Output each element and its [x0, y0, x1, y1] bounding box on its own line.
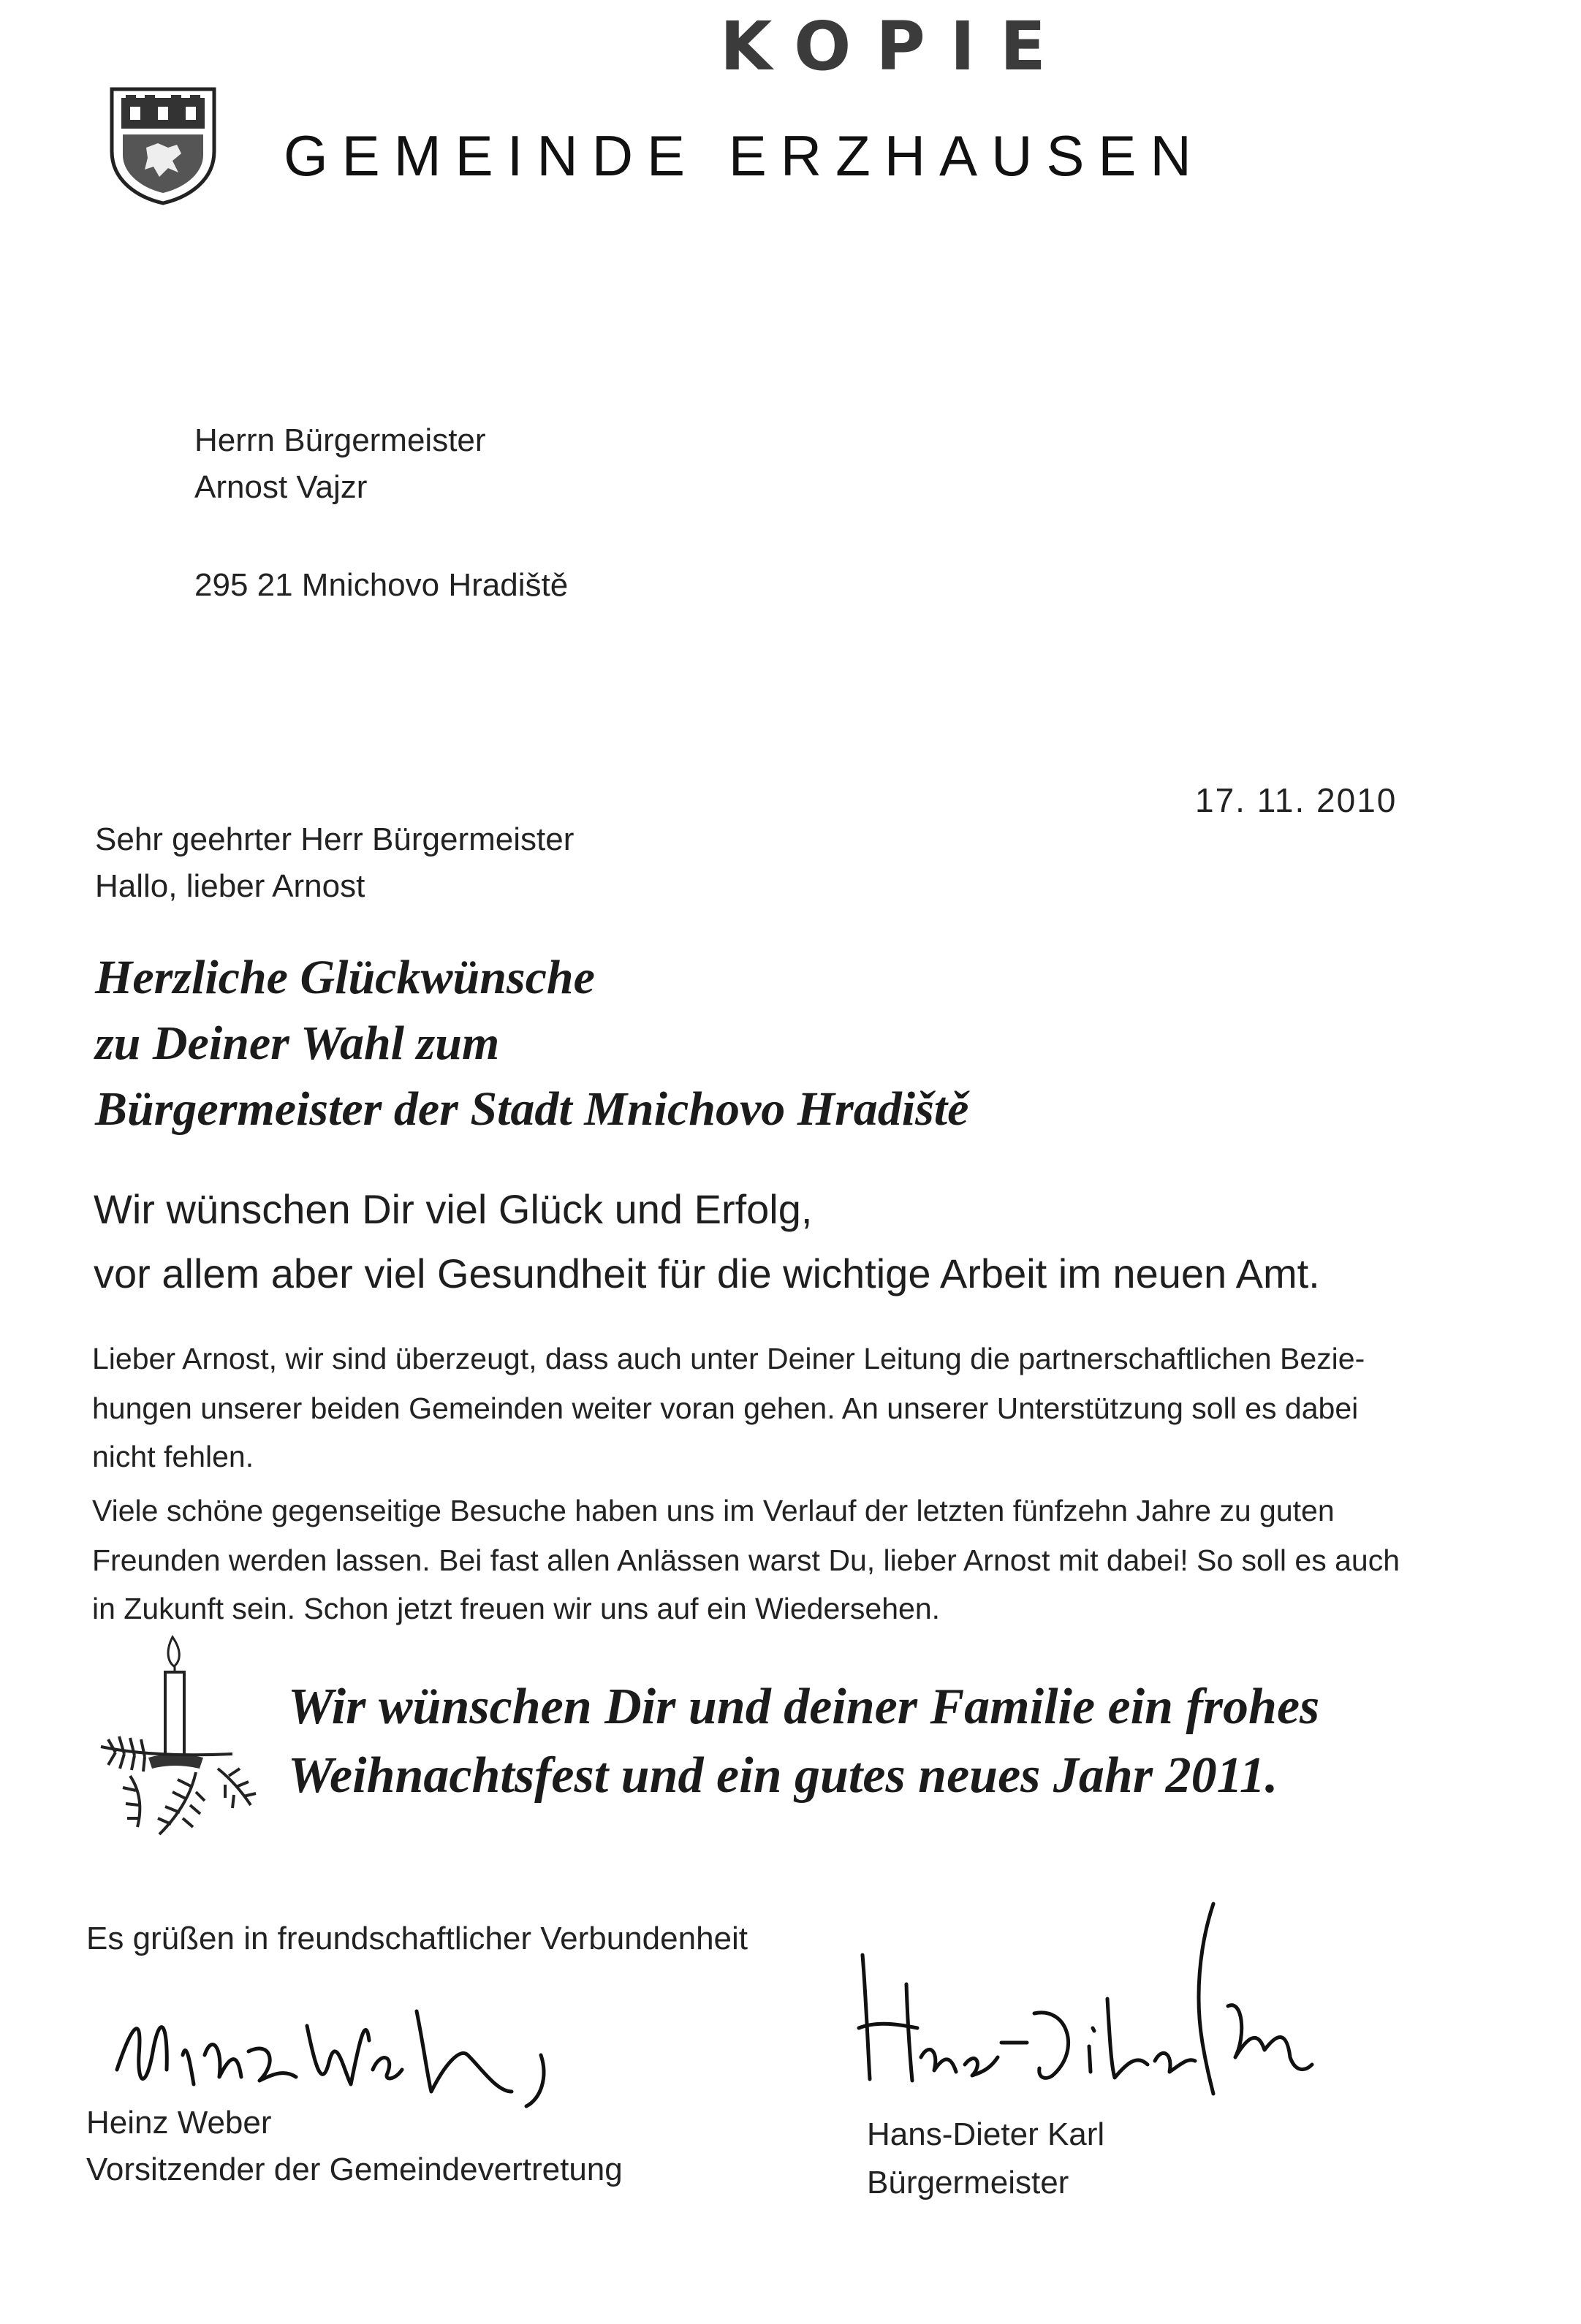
signatory-1-name: Heinz Weber [86, 2105, 272, 2141]
christmas-candle-icon [86, 1630, 262, 1849]
salutation-line-2: Hallo, lieber Arnost [95, 868, 365, 904]
closing-line: Es grüßen in freundschaftlicher Verbundenheit [86, 1921, 748, 1956]
signature-heinz-weber [102, 1982, 570, 2114]
recipient-line-1: Herrn Bürgermeister [194, 422, 486, 458]
headline-line-1: Herzliche Glückwünsche [95, 951, 595, 1004]
recipient-line-2: Arnost Vajzr [194, 469, 368, 505]
coat-of-arms-icon [101, 82, 225, 206]
signatory-2-title: Bürgermeister [867, 2165, 1069, 2200]
body-line-6: in Zukunft sein. Schon jetzt freuen wir uns auf ein Wiedersehen. [92, 1592, 941, 1625]
body-line-2: hungen unserer beiden Gemeinden weiter voran gehen. An unserer Unterstützung soll es dabei [92, 1391, 1359, 1425]
body-line-3: nicht fehlen. [92, 1440, 254, 1473]
headline-line-2: zu Deiner Wahl zum [95, 1017, 500, 1070]
copy-stamp: KOPIE [720, 7, 1071, 86]
body-line-4: Viele schöne gegenseitige Besuche haben uns im Verlauf der letzten fünfzehn Jahre zu guten [92, 1494, 1335, 1527]
signatory-1-title: Vorsitzender der Gemeindevertretung [86, 2152, 623, 2187]
letter-date: 17. 11. 2010 [1195, 781, 1398, 819]
signatory-2-name: Hans-Dieter Karl [867, 2116, 1105, 2152]
body-line-5: Freunden werden lassen. Bei fast allen Anlässen warst Du, lieber Arnost mit dabei! So soll es auch [92, 1543, 1400, 1577]
wish-line-2: vor allem aber viel Gesundheit für die wichtige Arbeit im neuen Amt. [94, 1250, 1320, 1296]
body-line-1: Lieber Arnost, wir sind überzeugt, dass auch unter Deiner Leitung die partnerschaftlichen Bezie- [92, 1342, 1365, 1375]
salutation-line-1: Sehr geehrter Herr Bürgermeister [95, 821, 575, 857]
recipient-line-3: 295 21 Mnichovo Hradiště [194, 567, 569, 603]
signature-hans-dieter-karl [848, 1889, 1316, 2123]
christmas-wish-line-2: Weihnachtsfest und ein gutes neues Jahr 2011. [288, 1747, 1278, 1804]
headline-line-3: Bürgermeister der Stadt Mnichovo Hradiště [95, 1082, 969, 1136]
organization-name: GEMEINDE ERZHAUSEN [284, 124, 1205, 188]
christmas-wish-line-1: Wir wünschen Dir und deiner Familie ein frohes [288, 1679, 1320, 1735]
wish-line-1: Wir wünschen Dir viel Glück und Erfolg, [94, 1186, 813, 1232]
